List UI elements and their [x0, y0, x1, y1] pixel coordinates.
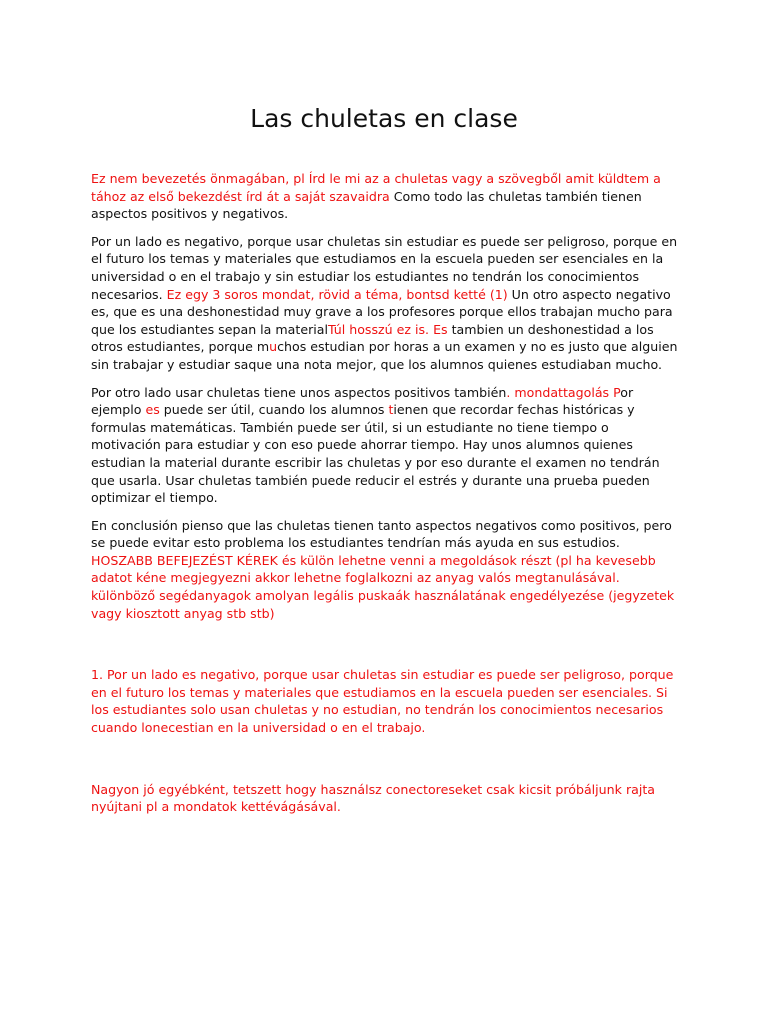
student-text: Por otro lado usar chuletas tiene unos aspectos positivos también: [91, 384, 507, 400]
student-text: Como todo las chuletas también tienen aspectos positivos y negativos.: [91, 188, 642, 222]
document-body: [91, 170, 681, 826]
spacer: [91, 632, 681, 666]
spacer: [91, 747, 681, 781]
teacher-correction: t: [388, 402, 394, 418]
student-text: ienen que recordar fechas históricas y formulas matemáticas. También puede ser útil, si un estudiante no tiene tiempo o motivación para estudiar y con eso puede ahorrar tiempo. Hay unos alumnos quienes estudian la material durante escribir las chuletas y por eso durante el examen no tendrán que usarla. Usar chuletas también puede reducir el estrés y durante una prueba pueden optimizar el tiempo.: [91, 402, 660, 506]
student-text: puede ser útil, cuando los alumnos: [159, 402, 389, 418]
student-text: or ejemplo: [91, 384, 634, 418]
student-text: En conclusión pienso que las chuletas tienen tanto aspectos negativos como positivos, pero se puede evitar esto problema los estudiantes tendrían más ayuda en sus estudios.: [91, 517, 672, 551]
paragraph-conclusion: [91, 517, 681, 623]
paragraph-intro: [91, 170, 681, 223]
paragraph-positive: [91, 384, 681, 507]
teacher-comment: HOSZABB BEFEJEZÉST KÉREK és külön lehetne venni a megoldások részt (pl ha kevesebb adatot kéne megjegyezni akkor lehetne foglalkozni az anyag valós megtanulásával. különböző segédanyagok amolyan legális puskaák használatának engedélyezése (jegyzetek vagy kiosztott anyag stb stb): [91, 552, 675, 621]
student-text: chos estudian por horas a un examen y no es justo que alguien sin trabajar y estudiar saque una nota mejor, que los alumnos quienes estudiaban mucho.: [91, 339, 678, 372]
teacher-comment: Túl hosszú ez is. Es: [327, 321, 448, 337]
paragraph-negative: [91, 233, 681, 374]
teacher-comment: . mondattagolás P: [506, 384, 621, 400]
revision-example: 1. Por un lado es negativo, porque usar chuletas sin estudiar es puede ser peligroso, porque en el futuro los temas y materiales que estudiamos en la escuela pueden ser esenciales. Si los estudiantes solo usan chuletas y no estudian, no tendrán los conocimientos necesarios cuando lonecestian en la universidad o en el trabajo.: [91, 667, 674, 736]
document-title: Las chuletas en clase: [250, 104, 518, 133]
teacher-comment: Ez nem bevezetés önmagában, pl Írd le mi az a chuletas vagy a szövegből amit küldtem a tához az első bekezdést írd át a saját szavaidra: [91, 171, 661, 204]
student-text: Un otro aspecto negativo es, que es una deshonestidad muy grave a los profesores porque ellos trabajan mucho para que los estudiantes sepan la material: [91, 286, 673, 337]
teacher-correction: u: [269, 339, 278, 355]
student-text: tambien un deshonestidad a los otros estudiantes, porque m: [91, 321, 654, 355]
closing-comment: Nagyon jó egyébként, tetszett hogy használsz conectoreseket csak kicsit próbáljunk rajta nyújtani pl a mondatok kettévágásával.: [91, 781, 655, 815]
teacher-correction: es: [145, 402, 160, 418]
student-text: Por un lado es negativo, porque usar chuletas sin estudiar es puede ser peligroso, porque en el futuro los temas y materiales que estudiamos en la escuela pueden ser esenciales en la universidad o en el trabajo y sin estudiar los estudiantes no tendrán los conocimientos necesarios.: [91, 233, 678, 302]
teacher-comment: Ez egy 3 soros mondat, rövid a téma, bontsd ketté (1): [166, 286, 508, 302]
